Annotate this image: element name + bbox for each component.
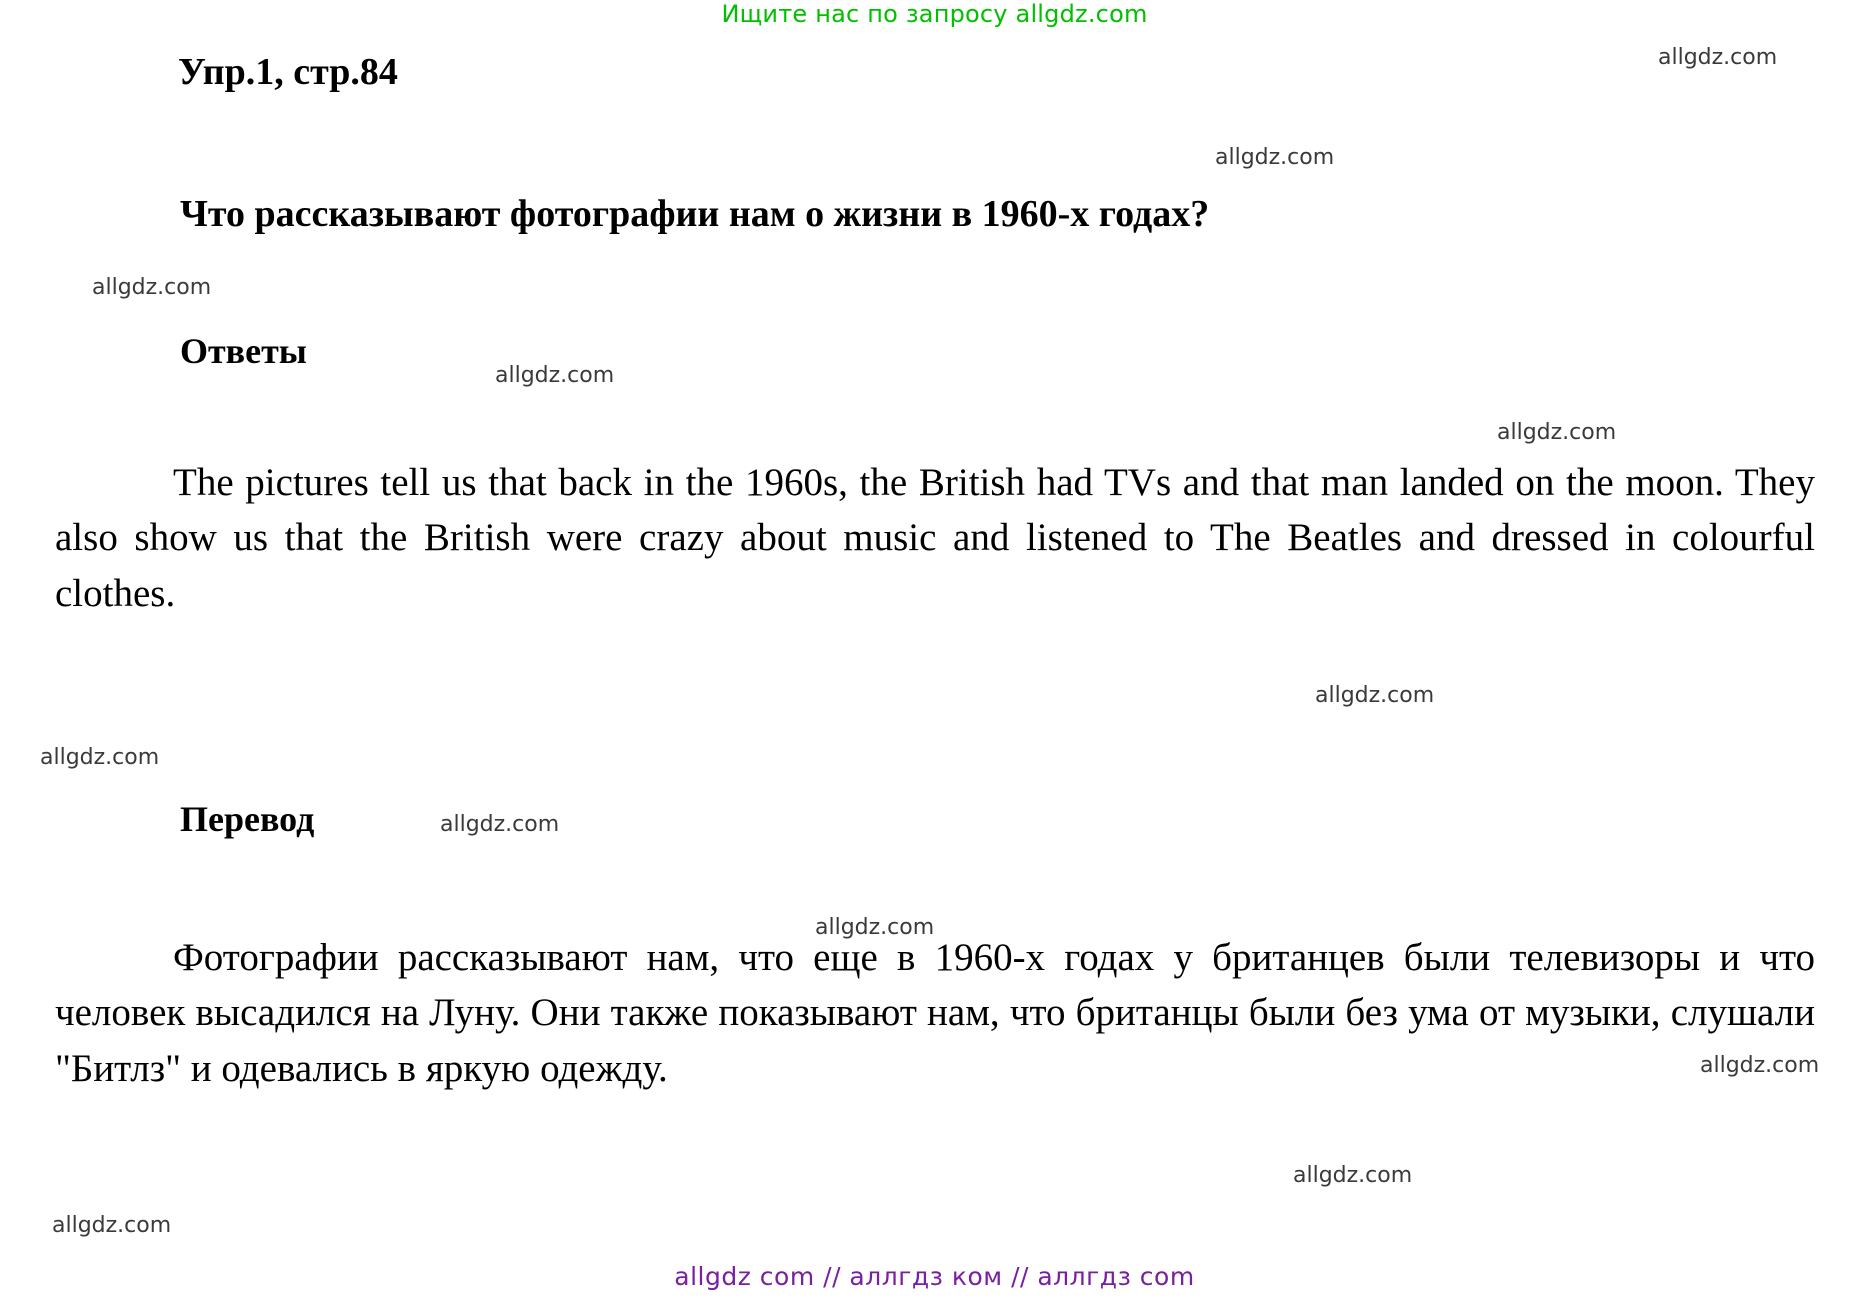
- bottom-footer-banner: allgdz com // аллгдз ком // аллгдз com: [674, 1262, 1195, 1291]
- watermark-text: allgdz.com: [1215, 145, 1335, 170]
- watermark-text: allgdz.com: [1497, 420, 1617, 445]
- answer-paragraph: The pictures tell us that back in the 1960s, the British had TVs and that man landed on the moon. They also show us that the British were crazy about music and listened to The Beatles and dressed in colourful clothes.: [55, 461, 1815, 615]
- watermark-text: allgdz.com: [52, 1213, 172, 1238]
- watermark-text: allgdz.com: [495, 363, 615, 388]
- watermark-text: allgdz.com: [92, 275, 212, 300]
- watermark-text: allgdz.com: [1700, 1053, 1820, 1078]
- watermark-text: allgdz.com: [1658, 45, 1778, 70]
- exercise-title: Упр.1, стр.84: [178, 51, 398, 93]
- watermark-text: allgdz.com: [1315, 683, 1435, 708]
- translation-heading: Перевод: [180, 799, 315, 839]
- translation-paragraph: Фотографии рассказывают нам, что еще в 1960-х годах у британцев были телевизоры и что человек высадился на Луну. Они также показывают нам, что британцы были без ума от музыки, слушали "Битлз" и одевались в яркую одежду.: [55, 936, 1815, 1090]
- question-heading: Что рассказывают фотографии нам о жизни в 1960-х годах?: [180, 193, 1210, 235]
- watermark-text: allgdz.com: [440, 812, 560, 837]
- watermark-text: allgdz.com: [1293, 1163, 1413, 1188]
- answers-heading: Ответы: [180, 331, 307, 371]
- watermark-text: allgdz.com: [40, 745, 160, 770]
- top-promo-banner: Ищите нас по запросу allgdz.com: [721, 0, 1148, 28]
- watermark-text: allgdz.com: [815, 915, 935, 940]
